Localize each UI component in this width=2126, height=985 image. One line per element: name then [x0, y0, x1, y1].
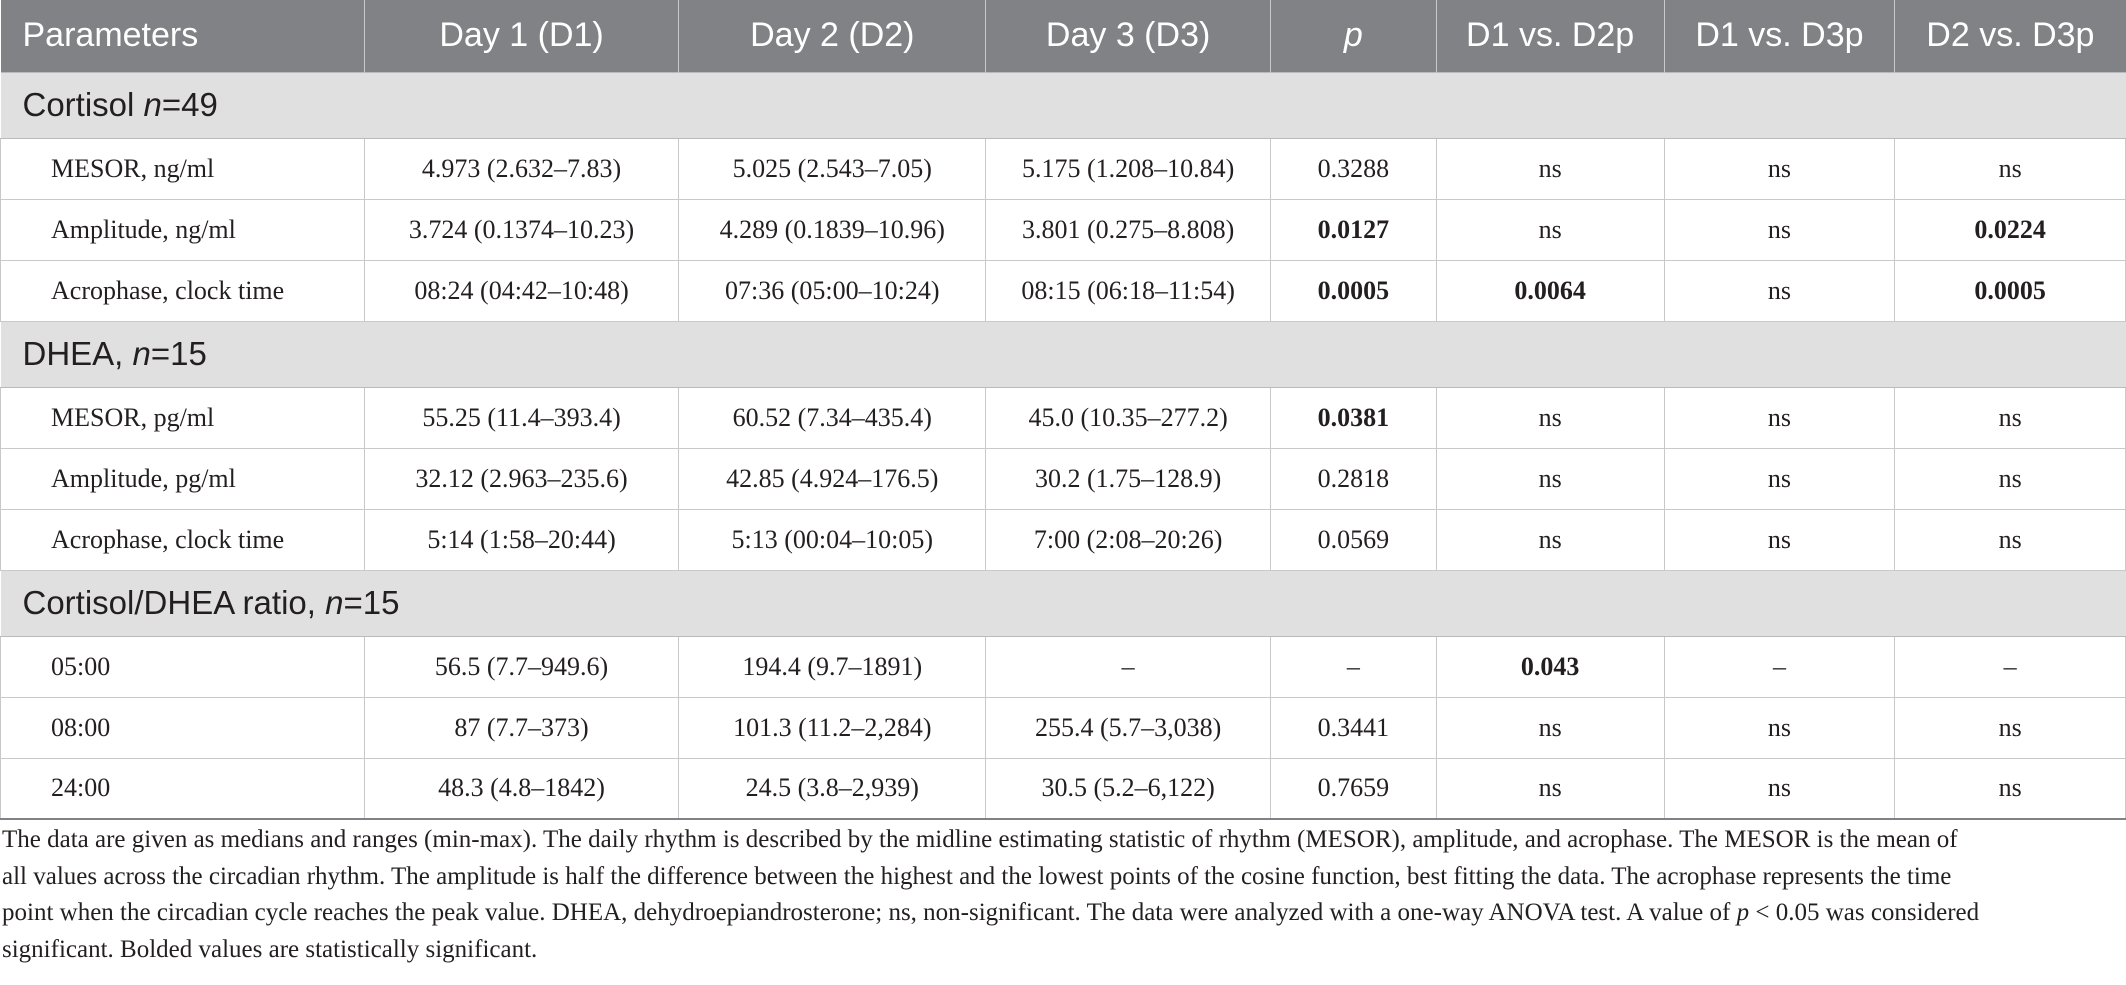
table-row: [1, 636, 2126, 697]
cell-day1: 32.12 (2.963–235.6): [364, 448, 679, 509]
cell-parameter: Acrophase, clock time: [1, 509, 365, 570]
cell-day2: 42.85 (4.924–176.5): [679, 448, 986, 509]
cell-d1-vs-d3: ns: [1664, 138, 1895, 199]
cell-day1: 48.3 (4.8–1842): [364, 758, 679, 819]
table-row: [1, 138, 2126, 199]
cell-day2: 60.52 (7.34–435.4): [679, 387, 986, 448]
cell-day1: 55.25 (11.4–393.4): [364, 387, 679, 448]
cell-day3: 30.2 (1.75–128.9): [986, 448, 1271, 509]
col-header-day2: Day 2 (D2): [679, 0, 986, 72]
footnote-line: significant. Bolded values are statistically significant.: [2, 935, 538, 963]
cell-day1: 87 (7.7–373): [364, 697, 679, 758]
cell-d1-vs-d2: ns: [1436, 509, 1664, 570]
table-row: [1, 260, 2126, 321]
section-title: Cortisol n=49: [1, 72, 2126, 138]
cell-parameter: MESOR, pg/ml: [1, 387, 365, 448]
cell-d2-vs-d3: 0.0224: [1895, 199, 2126, 260]
cell-day1: 3.724 (0.1374–10.23): [364, 199, 679, 260]
cell-day3: 3.801 (0.275–8.808): [986, 199, 1271, 260]
cell-d2-vs-d3: 0.0005: [1895, 260, 2126, 321]
cell-d1-vs-d2: ns: [1436, 758, 1664, 819]
cell-d2-vs-d3: ns: [1895, 758, 2126, 819]
col-header-day3: Day 3 (D3): [986, 0, 1271, 72]
cell-d1-vs-d2: ns: [1436, 199, 1664, 260]
footnote-line: all values across the circadian rhythm. The amplitude is half the difference between the highest and the lowest points of the cosine function, best fitting the data. The acrophase represents the time: [2, 862, 1952, 890]
cell-d2-vs-d3: ns: [1895, 387, 2126, 448]
cell-d1-vs-d2: ns: [1436, 448, 1664, 509]
cell-p: 0.0381: [1271, 387, 1437, 448]
cell-d1-vs-d2: ns: [1436, 387, 1664, 448]
cell-d2-vs-d3: ns: [1895, 138, 2126, 199]
cell-d1-vs-d3: –: [1664, 636, 1895, 697]
table-footnote: [2, 822, 2120, 968]
cell-day3: 45.0 (10.35–277.2): [986, 387, 1271, 448]
cell-d1-vs-d3: ns: [1664, 260, 1895, 321]
cell-d1-vs-d3: ns: [1664, 199, 1895, 260]
cell-day3: 5.175 (1.208–10.84): [986, 138, 1271, 199]
cell-p: –: [1271, 636, 1437, 697]
section-header-row: [1, 570, 2126, 636]
cell-day3: –: [986, 636, 1271, 697]
cell-day2: 101.3 (11.2–2,284): [679, 697, 986, 758]
table-row: [1, 199, 2126, 260]
col-header-parameters: Parameters: [1, 0, 365, 72]
table-row: [1, 387, 2126, 448]
cell-parameter: Amplitude, ng/ml: [1, 199, 365, 260]
cell-day3: 255.4 (5.7–3,038): [986, 697, 1271, 758]
cell-p: 0.0569: [1271, 509, 1437, 570]
cell-day1: 56.5 (7.7–949.6): [364, 636, 679, 697]
cell-day2: 5:13 (00:04–10:05): [679, 509, 986, 570]
cell-d1-vs-d2: ns: [1436, 697, 1664, 758]
cell-p: 0.7659: [1271, 758, 1437, 819]
cell-p: 0.0005: [1271, 260, 1437, 321]
cell-day3: 7:00 (2:08–20:26): [986, 509, 1271, 570]
cell-d1-vs-d3: ns: [1664, 387, 1895, 448]
footnote-line: point when the circadian cycle reaches the peak value. DHEA, dehydroepiandrosterone; ns, non-significant. The data were analyzed with a one-way ANOVA test. A value of p < 0.05 was considered: [2, 899, 1980, 926]
cell-p: 0.0127: [1271, 199, 1437, 260]
footnote-line: The data are given as medians and ranges (min-max). The daily rhythm is described by the midline estimating statistic of rhythm (MESOR), amplitude, and acrophase. The MESOR is the mean of: [2, 826, 1958, 853]
cell-d2-vs-d3: –: [1895, 636, 2126, 697]
cell-day1: 4.973 (2.632–7.83): [364, 138, 679, 199]
cell-d1-vs-d3: ns: [1664, 448, 1895, 509]
cell-parameter: 08:00: [1, 697, 365, 758]
cell-day1: 5:14 (1:58–20:44): [364, 509, 679, 570]
cell-day1: 08:24 (04:42–10:48): [364, 260, 679, 321]
cell-d1-vs-d3: ns: [1664, 697, 1895, 758]
cell-parameter: MESOR, ng/ml: [1, 138, 365, 199]
section-title: DHEA, n=15: [1, 321, 2126, 387]
cell-d1-vs-d3: ns: [1664, 509, 1895, 570]
header-row: [1, 0, 2126, 72]
cell-parameter: 24:00: [1, 758, 365, 819]
table-row: [1, 509, 2126, 570]
cell-day2: 5.025 (2.543–7.05): [679, 138, 986, 199]
section-title: Cortisol/DHEA ratio, n=15: [1, 570, 2126, 636]
col-header-d1-vs-d3: D1 vs. D3p: [1664, 0, 1895, 72]
cell-d2-vs-d3: ns: [1895, 448, 2126, 509]
cell-d1-vs-d2: ns: [1436, 138, 1664, 199]
cell-parameter: Acrophase, clock time: [1, 260, 365, 321]
cell-day2: 24.5 (3.8–2,939): [679, 758, 986, 819]
section-header-row: [1, 72, 2126, 138]
cell-day2: 194.4 (9.7–1891): [679, 636, 986, 697]
cell-day3: 08:15 (06:18–11:54): [986, 260, 1271, 321]
cell-d1-vs-d2: 0.0064: [1436, 260, 1664, 321]
cell-d2-vs-d3: ns: [1895, 509, 2126, 570]
cell-day2: 4.289 (0.1839–10.96): [679, 199, 986, 260]
cell-d1-vs-d2: 0.043: [1436, 636, 1664, 697]
table-row: [1, 448, 2126, 509]
section-header-row: [1, 321, 2126, 387]
cell-parameter: 05:00: [1, 636, 365, 697]
cell-day3: 30.5 (5.2–6,122): [986, 758, 1271, 819]
table-row: [1, 697, 2126, 758]
table-row: [1, 758, 2126, 819]
cell-parameter: Amplitude, pg/ml: [1, 448, 365, 509]
col-header-day1: Day 1 (D1): [364, 0, 679, 72]
cell-p: 0.3441: [1271, 697, 1437, 758]
cell-p: 0.2818: [1271, 448, 1437, 509]
col-header-p: p: [1271, 0, 1437, 72]
table-body: [1, 72, 2126, 819]
col-header-d1-vs-d2: D1 vs. D2p: [1436, 0, 1664, 72]
cell-p: 0.3288: [1271, 138, 1437, 199]
cell-day2: 07:36 (05:00–10:24): [679, 260, 986, 321]
cell-d2-vs-d3: ns: [1895, 697, 2126, 758]
col-header-d2-vs-d3: D2 vs. D3p: [1895, 0, 2126, 72]
cell-d1-vs-d3: ns: [1664, 758, 1895, 819]
